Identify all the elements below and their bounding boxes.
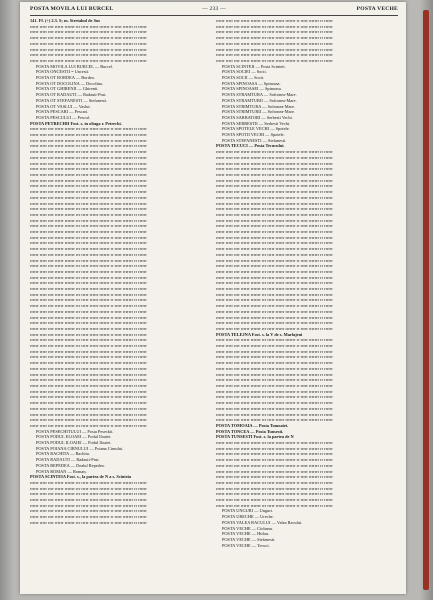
entry-text: rrrrrr rrrrr rrrr rrrrrr rrrrrrr rrr rrrrr rrrrrr rrrrrrr rr rrrrr rrrrrrr rr rrrrrr (30, 405, 147, 411)
entry-text: rrrrrr rrrrr rrrr rrrrrr rrrrrrr rrr rrrrr rrrrrr rrrrrrr rr rrrrr rrrrrrr rr rrrrrr (30, 40, 147, 46)
entry-text: rrrrrr rrrrr rrrr rrrrrr rrrrrrr rrr rrrrr rrrrrr rrrrrrr rr rrrrr rrrrrrr rr rrrrrr (216, 343, 333, 349)
index-entry: POSTA SCINTEII — Posta Scinteii. (222, 63, 286, 69)
entry-text: rrrrrr rrrrr rrrr rrrrrr rrrrrrr rrr rrrrr rrrrrr rrrrrrr rr rrrrr rrrrrrr rr rrrrrr (216, 383, 333, 388)
index-entry: POSTA SPOTELE VECHI — Spotele. (222, 126, 290, 132)
entry-heading: 141. Ff. (+) 2.3. S; m. Stretahul de Sus (30, 18, 101, 23)
entry-text: rrrrrr rrrrr rrrr rrrrrr rrrrrrr rrr rrrrr rrrrrr rrrrrrr rr rrrrr rrrrrrr rr rrrrrr (30, 223, 147, 229)
entry-text: rrrrrr rrrrr rrrr rrrrrr rrrrrrr rrr rrrrr rrrrrr rrrrrrr rr rrrrr rrrrrrr rr rrrrrr (30, 171, 147, 177)
entry-text: rrrrrr rrrrr rrrr rrrrrr rrrrrrr rrr rrrrr rrrrrr rrrrrrr rr rrrrr rrrrrrr rr rrrrrr (216, 183, 333, 189)
entry-text: rrrrrr rrrrr rrrr rrrrrr rrrrrrr rrr rrrrr rrrrrr rrrrrrr rr rrrrr rrrrrrr rr rrrrrr (216, 417, 333, 423)
entry-text: rrrrrr rrrrr rrrr rrrrrr rrrrrrr rrr rrrrr rrrrrr rrrrrrr rr rrrrr rrrrrrr rr rrrrrr (216, 474, 333, 480)
index-entry: POSTA ONCESTII = Uncesti. (36, 69, 90, 75)
entry-text: rrrrrr rrrrr rrrr rrrrrr rrrrrrr rrr rrrrr rrrrrr rrrrrrr rr rrrrr rrrrrrr rr rrrrrr (30, 194, 147, 200)
entry-text: rrrrrr rrrrr rrrr rrrrrr rrrrrrr rrr rrrrr rrrrrr rrrrrrr rr rrrrr rrrrrrr rr rrrrrr (30, 240, 147, 246)
index-entry: POSTA SPOTII VECHI — Spotele. (222, 132, 285, 138)
index-entry: POSTA SERBESTII — Serbesti Vechi. (222, 120, 291, 126)
entry-text: rrrrrr rrrrr rrrr rrrrrr rrrrrrr rrr rrrrr rrrrrr rrrrrrr rr rrrrr rrrrrrr rr rrrrrr (30, 422, 147, 428)
header-left-title: POSTA MOVILA LUI BURCEL (30, 6, 114, 12)
entry-text: rrrrrr rrrrr rrrr rrrrrr rrrrrrr rrr rrrrr rrrrrr rrrrrrr rr rrrrr rrrrrrr rr rrrrrr (216, 234, 333, 240)
entry-text: rrrrrr rrrrr rrrr rrrrrr rrrrrrr rrr rrrrr rrrrrr rrrrrrr rr rrrrr rrrrrrr rr rrrrrr (30, 360, 147, 366)
index-entry: POSTA VECHE — Stefanesti. (222, 536, 276, 542)
index-entry: POSTA PESECHITULUI — Posta Peseckit. (36, 428, 114, 434)
entry-text: rrrrrr rrrrr rrrr rrrrrr rrrrrrr rrr rrrrr rrrrrr rrrrrrr rr rrrrr rrrrrrr rr rrrrrr (216, 354, 333, 360)
entry-text: rrrrrr rrrrr rrrr rrrrrr rrrrrrr rrr rrrrr rrrrrr rrrrrrr rr rrrrr rrrrrrr rr rrrrrr (216, 479, 333, 485)
index-entry: POSTA SPINOASEI — Spinoasa. (222, 86, 282, 92)
index-entry: POSTA MOVILA LUI BURCEL — Burcel. (36, 63, 113, 69)
entry-text: rrrrrr rrrrr rrrr rrrrrr rrrrrrr rrr rrrrr rrrrrr rrrrrrr rr rrrrr rrrrrrr rr rrrrrr (216, 491, 333, 497)
entry-heading: POSTA SCINTEIA Fost. s., la partea de N a s. Scinteia (30, 474, 132, 480)
entry-text: rrrrrr rrrrr rrrr rrrrrr rrrrrrr rrr rrrrr rrrrrr rrrrrrr rr rrrrr rrrrrrr rr rrrrrr (216, 371, 333, 377)
entry-text: rrrrrr rrrrr rrrr rrrrrr rrrrrrr rrr rrrrr rrrrrr rrrrrrr rr rrrrr rrrrrrr rr rrrrrr (30, 149, 147, 155)
entry-text: rrrrrr rrrrr rrrr rrrrrr rrrrrrr rrr rrrrr rrrrrr rrrrrrr rr rrrrr rrrrrrr rr rrrrrr (30, 166, 147, 172)
index-entry: POSTA OT BORDEA — Bordea. (36, 75, 95, 81)
entry-text: rrrrrr rrrrr rrrr rrrrrr rrrrrrr rrr rrrrr rrrrrr rrrrrrr rr rrrrr rrrrrrr rr rrrrrr (30, 291, 147, 297)
entry-text: rrrrrr rrrrr rrrr rrrrrr rrrrrrr rrr rrrrr rrrrrr rrrrrrr rr rrrrr rrrrrrr rr rrrrrr (216, 246, 333, 252)
entry-text: rrrrrr rrrrr rrrr rrrrrr rrrrrrr rrr rrrrr rrrrrr rrrrrrr rr rrrrr rrrrrrr rr rrrrrr (30, 303, 147, 309)
entry-text: rrrrrr rrrrr rrrr rrrrrr rrrrrrr rrr rrrrr rrrrrr rrrrrrr rr rrrrr rrrrrrr rr rrrrrr (30, 497, 147, 503)
entry-text: rrrrrr rrrrr rrrr rrrrrr rrrrrrr rrr rrrrr rrrrrr rrrrrrr rr rrrrr rrrrrrr rr rrrrrr (30, 137, 147, 143)
index-entry: POSTA SOCII — Socii. (222, 75, 265, 81)
entry-text: rrrrrr rrrrr rrrr rrrrrr rrrrrrr rrr rrrrr rrrrrr rrrrrrr rr rrrrr rrrrrrr rr rrrrrr (216, 445, 333, 451)
entry-text: rrrrrr rrrrr rrrr rrrrrr rrrrrrr rrr rrrrr rrrrrr rrrrrrr rr rrrrr rrrrrrr rr rrrrrr (30, 160, 147, 166)
entry-text: rrrrrr rrrrr rrrr rrrrrr rrrrrrr rrr rrrrr rrrrrr rrrrrrr rr rrrrr rrrrrrr rr rrrrrr (216, 485, 333, 491)
index-entry: POSTA STRAMTURII — Sofronea-Mare. (222, 97, 297, 103)
entry-text: rrrrrr rrrrr rrrr rrrrrr rrrrrrr rrr rrrrr rrrrrr rrrrrrr rr rrrrr rrrrrrr rr rrrrrr (30, 508, 147, 514)
entry-text: rrrrrr rrrrr rrrr rrrrrr rrrrrrr rrr rrrrr rrrrrr rrrrrrr rr rrrrr rrrrrrr rr rrrrrr (216, 308, 333, 314)
index-entry: POSTA OT DOCOLINA — Docolina. (36, 80, 104, 86)
entry-text: rrrrrr rrrrr rrrr rrrrrr rrrrrrr rrr rrrrr rrrrrr rrrrrrr rr rrrrr rrrrrrr rr rrrrrr (216, 462, 333, 468)
index-entry: POSTA PESCULUI — Pescul. (36, 114, 90, 120)
index-entry: POSTA VECHE — Hirlau. (222, 531, 270, 537)
entry-text: rrrrrr rrrrr rrrr rrrrrr rrrrrrr rrr rrrrr rrrrrr rrrrrrr rr rrrrr rrrrrrr rr rrrrrr (216, 365, 333, 371)
entry-heading: POSTA TELEJNA Fost. s. la V de s. Marlajeni (216, 331, 303, 337)
entry-text: rrrrrr rrrrr rrrr rrrrrr rrrrrrr rrr rrrrr rrrrrr rrrrrrr rr rrrrr rrrrrrr rr rrrrrr (216, 149, 333, 155)
entry-text: rrrrrr rrrrr rrrr rrrrrr rrrrrrr rrr rrrrr rrrrrr rrrrrrr rr rrrrr rrrrrrr rr rrrrrr (216, 18, 333, 23)
entry-text: rrrrrr rrrrr rrrr rrrrrr rrrrrrr rrr rrrrr rrrrrr rrrrrrr rr rrrrr rrrrrrr rr rrrrrr (216, 377, 333, 383)
entry-text: rrrrrr rrrrr rrrr rrrrrr rrrrrrr rrr rrrrr rrrrrr rrrrrrr rr rrrrr rrrrrrr rr rrrrrr (30, 234, 147, 240)
index-entry: POSTA UNGURI — Unguri. (222, 508, 274, 514)
right-text-column (216, 18, 396, 586)
entry-text: rrrrrr rrrrr rrrr rrrrrr rrrrrrr rrr rrrrr rrrrrr rrrrrrr rr rrrrr rrrrrrr rr rrrrrr (216, 440, 333, 446)
header-right-title: POSTA VECHE (356, 6, 398, 12)
entry-text: rrrrrr rrrrr rrrr rrrrrr rrrrrrr rrr rrrrr rrrrrr rrrrrrr rr rrrrr rrrrrrr rr rrrrrr (30, 200, 147, 206)
index-entry: POSTA SPINOASA — Spinoasa. (222, 80, 281, 86)
entry-text: rrrrrr rrrrr rrrr rrrrrr rrrrrrr rrr rrrrr rrrrrr rrrrrrr rr rrrrr rrrrrrr rr rrrrrr (216, 23, 333, 29)
entry-text: rrrrrr rrrrr rrrr rrrrrr rrrrrrr rrr rrrrr rrrrrr rrrrrrr rr rrrrr rrrrrrr rr rrrrrr (30, 177, 147, 183)
entry-text: rrrrrr rrrrr rrrr rrrrrr rrrrrrr rrr rrrrr rrrrrr rrrrrrr rr rrrrr rrrrrrr rr rrrrrr (216, 274, 333, 280)
entry-text: rrrrrr rrrrr rrrr rrrrrr rrrrrrr rrr rrrrr rrrrrr rrrrrrr rr rrrrr rrrrrrr rr rrrrrr (216, 297, 333, 303)
entry-text: rrrrrr rrrrr rrrr rrrrrr rrrrrrr rrr rrrrr rrrrrr rrrrrrr rr rrrrr rrrrrrr rr rrrrrr (30, 57, 147, 63)
left-text-column (30, 18, 210, 586)
entry-text: rrrrrr rrrrr rrrr rrrrrr rrrrrrr rrr rrrrr rrrrrr rrrrrrr rr rrrrr rrrrrrr rr rrrrrr (30, 519, 147, 525)
index-entry: POSTA OT VASLUI — Vaslui. (36, 103, 91, 109)
book-page (20, 2, 406, 594)
entry-text: rrrrrr rrrrr rrrr rrrrrr rrrrrrr rrr rrrrr rrrrrr rrrrrrr rr rrrrr rrrrrrr rr rrrrrr (30, 246, 147, 252)
entry-text: rrrrrr rrrrr rrrr rrrrrr rrrrrrr rrr rrrrr rrrrrr rrrrrrr rr rrrrr rrrrrrr rr rrrrrr (30, 371, 147, 377)
entry-text: rrrrrr rrrrr rrrr rrrrrr rrrrrrr rrr rrrrr rrrrrr rrrrrrr rr rrrrr rrrrrrr rr rrrrrr (216, 337, 333, 343)
index-entry: POSTA ROMAN — Roman. (36, 468, 87, 474)
index-entry: POSTA VECHE — Ciobanu. (222, 525, 273, 531)
index-entry: POSTA URECHE — Ureche. (222, 514, 274, 520)
entry-text: rrrrrr rrrrr rrrr rrrrrr rrrrrrr rrr rrrrr rrrrrr rrrrrrr rr rrrrr rrrrrrr rr rrrrrr (216, 360, 333, 366)
index-entry: POSTA POIANA CIRNULUI — Poiana Cirnului. (36, 445, 124, 451)
entry-text: rrrrrr rrrrr rrrr rrrrrr rrrrrrr rrr rrrrr rrrrrr rrrrrrr rr rrrrr rrrrrrr rr rrrrrr (216, 468, 333, 474)
entry-text: rrrrrr rrrrr rrrr rrrrrr rrrrrrr rrr rrrrr rrrrrr rrrrrrr rr rrrrr rrrrrrr rr rrrrrr (30, 206, 147, 212)
index-entry: POSTA PODUL ILOAIEI — Podul Iloaiei. (36, 440, 112, 446)
entry-text: rrrrrr rrrrr rrrr rrrrrr rrrrrrr rrr rrrrr rrrrrr rrrrrrr rr rrrrr rrrrrrr rr rrrrrr (30, 485, 147, 491)
index-entry: POSTA RACHITA — Rachita. (36, 451, 90, 457)
entry-text: rrrrrr rrrrr rrrr rrrrrr rrrrrrr rrr rrrrr rrrrrr rrrrrrr rr rrrrr rrrrrrr rr rrrrrr (216, 29, 333, 35)
entry-text: rrrrrr rrrrr rrrr rrrrrr rrrrrrr rrr rrrrr rrrrrr rrrrrrr rr rrrrr rrrrrrr rr rrrrrr (216, 160, 333, 166)
page-number: — 233 — (202, 6, 226, 12)
entry-text: rrrrrr rrrrr rrrr rrrrrr rrrrrrr rrr rrrrr rrrrrr rrrrrrr rr rrrrr rrrrrrr rr rrrrrr (216, 251, 333, 257)
entry-heading: POSTA PETRECHII Fost. s. in oltaga r. Petrechi. (30, 120, 122, 126)
entry-text: rrrrrr rrrrr rrrr rrrrrr rrrrrrr rrr rrrrr rrrrrr rrrrrrr rr rrrrr rrrrrrr rr rrrrrr (30, 314, 147, 320)
entry-text: rrrrrr rrrrr rrrr rrrrrr rrrrrrr rrr rrrrr rrrrrr rrrrrrr rr rrrrr rrrrrrr rr rrrrrr (216, 291, 333, 297)
entry-text: rrrrrr rrrrr rrrr rrrrrr rrrrrrr rrr rrrrr rrrrrr rrrrrrr rr rrrrr rrrrrrr rr rrrrrr (216, 411, 333, 417)
entry-text: rrrrrr rrrrr rrrr rrrrrr rrrrrrr rrr rrrrr rrrrrr rrrrrrr rr rrrrr rrrrrrr rr rrrrrr (30, 348, 147, 354)
entry-text: rrrrrr rrrrr rrrr rrrrrr rrrrrrr rrr rrrrr rrrrrr rrrrrrr rr rrrrr rrrrrrr rr rrrrrr (216, 457, 333, 463)
entry-text: rrrrrr rrrrr rrrr rrrrrr rrrrrrr rrr rrrrr rrrrrr rrrrrrr rr rrrrr rrrrrrr rr rrrrrr (30, 274, 147, 280)
entry-text: rrrrrr rrrrr rrrr rrrrrr rrrrrrr rrr rrrrr rrrrrr rrrrrrr rr rrrrr rrrrrrr rr rrrrrr (30, 189, 147, 195)
entry-text: rrrrrr rrrrr rrrr rrrrrr rrrrrrr rrr rrrrr rrrrrr rrrrrrr rr rrrrr rrrrrrr rr rrrrrr (30, 29, 147, 35)
index-entry: POSTA VECHE — Tecuci. (222, 542, 270, 548)
entry-heading: POSTA TOMOAIA — Posta Tomoaiei. (216, 422, 289, 428)
entry-text: rrrrrr rrrrr rrrr rrrrrr rrrrrrr rrr rrrrr rrrrrr rrrrrrr rr rrrrr rrrrrrr rr rrrrrr (30, 343, 147, 349)
index-entry: POSTA REPEDEA — Dealul Repedea. (36, 462, 105, 468)
entry-text: rrrrrr rrrrr rrrr rrrrrr rrrrrrr rrr rrrrr rrrrrr rrrrrrr rr rrrrr rrrrrrr rr rrrrrr (30, 491, 147, 497)
entry-text: rrrrrr rrrrr rrrr rrrrrr rrrrrrr rrr rrrrr rrrrrr rrrrrrr rr rrrrr rrrrrrr rr rrrrrr (30, 229, 147, 235)
entry-text: rrrrrr rrrrr rrrr rrrrrr rrrrrrr rrr rrrrr rrrrrr rrrrrrr rr rrrrr rrrrrrr rr rrrrrr (30, 23, 147, 29)
entry-text: rrrrrr rrrrr rrrr rrrrrr rrrrrrr rrr rrrrr rrrrrr rrrrrrr rr rrrrr rrrrrrr rr rrrrrr (30, 286, 147, 292)
entry-text: rrrrrr rrrrr rrrr rrrrrr rrrrrrr rrr rrrrr rrrrrr rrrrrrr rr rrrrr rrrrrrr rr rrrrrr (216, 320, 333, 326)
entry-text: rrrrrr rrrrr rrrr rrrrrr rrrrrrr rrr rrrrr rrrrrr rrrrrrr rr rrrrr rrrrrrr rr rrrrrr (216, 217, 333, 223)
entry-text: rrrrrr rrrrr rrrr rrrrrr rrrrrrr rrr rrrrr rrrrrr rrrrrrr rr rrrrr rrrrrrr rr rrrrrr (30, 280, 147, 286)
entry-text: rrrrrr rrrrr rrrr rrrrrr rrrrrrr rrr rrrrr rrrrrr rrrrrrr rr rrrrr rrrrrrr rr rrrrrr (216, 303, 333, 309)
entry-text: rrrrrr rrrrr rrrr rrrrrr rrrrrrr rrr rrrrr rrrrrr rrrrrrr rr rrrrr rrrrrrr rr rrrrrr (30, 325, 147, 331)
entry-text: rrrrrr rrrrr rrrr rrrrrr rrrrrrr rrr rrrrr rrrrrr rrrrrrr rr rrrrr rrrrrrr rr rrrrrr (30, 263, 147, 269)
entry-text: rrrrrr rrrrr rrrr rrrrrr rrrrrrr rrr rrrrr rrrrrr rrrrrrr rr rrrrr rrrrrrr rr rrrrrr (30, 365, 147, 371)
entry-text: rrrrrr rrrrr rrrr rrrrrr rrrrrrr rrr rrrrr rrrrrr rrrrrrr rr rrrrr rrrrrrr rr rrrrrr (216, 502, 333, 508)
entry-text: rrrrrr rrrrr rrrr rrrrrr rrrrrrr rrr rrrrr rrrrrr rrrrrrr rr rrrrr rrrrrrr rr rrrrrr (30, 411, 147, 417)
entry-text: rrrrrr rrrrr rrrr rrrrrr rrrrrrr rrr rrrrr rrrrrr rrrrrrr rr rrrrr rrrrrrr rr rrrrrr (30, 217, 147, 223)
entry-heading: POSTA TONCEA — Posta Tunsesti. (216, 428, 284, 434)
index-entry: POSTA STRIMTURA — Sofronea-Mare. (222, 103, 296, 109)
entry-text: rrrrrr rrrrr rrrr rrrrrr rrrrrrr rrr rrrrr rrrrrr rrrrrrr rr rrrrr rrrrrrr rr rrrrrr (30, 126, 147, 132)
entry-text: rrrrrr rrrrr rrrr rrrrrr rrrrrrr rrr rrrrr rrrrrr rrrrrrr rr rrrrr rrrrrrr rr rrrrrr (30, 383, 147, 388)
entry-text: rrrrrr rrrrr rrrr rrrrrr rrrrrrr rrr rrrrr rrrrrr rrrrrrr rr rrrrr rrrrrrr rr rrrrrr (30, 308, 147, 314)
index-entry: POSTA STRAMTURA — Sofronea-Mare. (222, 92, 297, 98)
entry-text: rrrrrr rrrrr rrrr rrrrrr rrrrrrr rrr rrrrr rrrrrr rrrrrrr rr rrrrr rrrrrrr rr rrrrrr (30, 257, 147, 263)
entry-text: rrrrrr rrrrr rrrr rrrrrr rrrrrrr rrr rrrrr rrrrrr rrrrrrr rr rrrrr rrrrrrr rr rrrrrr (216, 154, 333, 160)
entry-text: rrrrrr rrrrr rrrr rrrrrr rrrrrrr rrr rrrrr rrrrrr rrrrrrr rr rrrrr rrrrrrr rr rrrrrr (216, 400, 333, 406)
entry-heading: POSTA TECUCI — Posta Tecucului. (216, 143, 285, 149)
entry-text: rrrrrr rrrrr rrrr rrrrrr rrrrrrr rrr rrrrr rrrrrr rrrrrrr rr rrrrr rrrrrrr rr rrrrrr (216, 263, 333, 269)
entry-text: rrrrrr rrrrr rrrr rrrrrr rrrrrrr rrr rrrrr rrrrrr rrrrrrr rr rrrrr rrrrrrr rr rrrrrr (216, 388, 333, 394)
entry-text: rrrrrr rrrrr rrrr rrrrrr rrrrrrr rrr rrrrr rrrrrr rrrrrrr rr rrrrr rrrrrrr rr rrrrrr (216, 497, 333, 503)
entry-text: rrrrrr rrrrr rrrr rrrrrr rrrrrrr rrr rrrrr rrrrrr rrrrrrr rr rrrrr rrrrrrr rr rrrrrr (216, 206, 333, 212)
entry-text: rrrrrr rrrrr rrrr rrrrrr rrrrrrr rrr rrrrr rrrrrr rrrrrrr rr rrrrr rrrrrrr rr rrrrrr (30, 514, 147, 520)
entry-text: rrrrrr rrrrr rrrr rrrrrr rrrrrrr rrr rrrrr rrrrrr rrrrrrr rr rrrrr rrrrrrr rr rrrrrr (216, 348, 333, 354)
header-rule (30, 15, 398, 16)
entry-text: rrrrrr rrrrr rrrr rrrrrr rrrrrrr rrr rrrrr rrrrrr rrrrrrr rr rrrrr rrrrrrr rr rrrrrr (30, 388, 147, 394)
entry-text: rrrrrr rrrrr rrrr rrrrrr rrrrrrr rrr rrrrr rrrrrr rrrrrrr rr rrrrr rrrrrrr rr rrrrrr (216, 52, 333, 58)
entry-heading: POSTA TUNSESTI Fost. s. la partea de N (216, 434, 294, 440)
entry-text: rrrrrr rrrrr rrrr rrrrrr rrrrrrr rrr rrrrr rrrrrr rrrrrrr rr rrrrr rrrrrrr rr rrrrrr (30, 479, 147, 485)
entry-text: rrrrrr rrrrr rrrr rrrrrr rrrrrrr rrr rrrrr rrrrrr rrrrrrr rr rrrrr rrrrrrr rr rrrrrr (30, 331, 147, 337)
entry-text: rrrrrr rrrrr rrrr rrrrrr rrrrrrr rrr rrrrr rrrrrr rrrrrrr rr rrrrr rrrrrrr rr rrrrrr (216, 325, 333, 331)
entry-text: rrrrrr rrrrr rrrr rrrrrr rrrrrrr rrr rrrrr rrrrrr rrrrrrr rr rrrrr rrrrrrr rr rrrrrr (30, 337, 147, 343)
entry-text: rrrrrr rrrrr rrrr rrrrrr rrrrrrr rrr rrrrr rrrrrr rrrrrrr rr rrrrr rrrrrrr rr rrrrrr (216, 35, 333, 41)
entry-text: rrrrrr rrrrr rrrr rrrrrr rrrrrrr rrr rrrrr rrrrrr rrrrrrr rr rrrrr rrrrrrr rr rrrrrr (216, 189, 333, 195)
entry-text: rrrrrr rrrrr rrrr rrrrrr rrrrrrr rrr rrrrr rrrrrr rrrrrrr rr rrrrr rrrrrrr rr rrrrrr (216, 451, 333, 457)
entry-text: rrrrrr rrrrr rrrr rrrrrr rrrrrrr rrr rrrrr rrrrrr rrrrrrr rr rrrrr rrrrrrr rr rrrrrr (216, 268, 333, 274)
index-entry: POSTA STEFANESTI — Stefanesti. (222, 137, 287, 143)
entry-text: rrrrrr rrrrr rrrr rrrrrr rrrrrrr rrr rrrrr rrrrrr rrrrrrr rr rrrrr rrrrrrr rr rrrrrr (30, 35, 147, 41)
entry-text: rrrrrr rrrrr rrrr rrrrrr rrrrrrr rrr rrrrr rrrrrr rrrrrrr rr rrrrr rrrrrrr rr rrrrrr (216, 200, 333, 206)
entry-text: rrrrrr rrrrr rrrr rrrrrr rrrrrrr rrr rrrrr rrrrrr rrrrrrr rr rrrrr rrrrrrr rr rrrrrr (216, 171, 333, 177)
index-entry: POSTA SARBATORI — Serbesti Vechi. (222, 114, 293, 120)
index-entry: POSTA PESCARI — Pescari. (36, 109, 89, 115)
entry-text: rrrrrr rrrrr rrrr rrrrrr rrrrrrr rrr rrrrr rrrrrr rrrrrrr rr rrrrr rrrrrrr rr rrrrrr (216, 394, 333, 400)
entry-text: rrrrrr rrrrr rrrr rrrrrr rrrrrrr rrr rrrrr rrrrrr rrrrrrr rr rrrrr rrrrrrr rr rrrrrr (30, 46, 147, 52)
book-spine-edge (423, 10, 429, 590)
entry-text: rrrrrr rrrrr rrrr rrrrrr rrrrrrr rrr rrrrr rrrrrr rrrrrrr rr rrrrr rrrrrrr rr rrrrrr (30, 183, 147, 189)
entry-text: rrrrrr rrrrr rrrr rrrrrr rrrrrrr rrr rrrrr rrrrrr rrrrrrr rr rrrrr rrrrrrr rr rrrrrr (216, 229, 333, 235)
entry-text: rrrrrr rrrrr rrrr rrrrrr rrrrrrr rrr rrrrr rrrrrr rrrrrrr rr rrrrr rrrrrrr rr rrrrrr (30, 154, 147, 160)
index-entry: POSTA PODUL ELOAEI — Podul Iloaiei. (36, 434, 112, 440)
entry-text: rrrrrr rrrrr rrrr rrrrrr rrrrrrr rrr rrrrr rrrrrr rrrrrrr rr rrrrr rrrrrrr rr rrrrrr (30, 354, 147, 360)
entry-text: rrrrrr rrrrr rrrr rrrrrr rrrrrrr rrr rrrrr rrrrrr rrrrrrr rr rrrrr rrrrrrr rr rrrrrr (216, 240, 333, 246)
entry-text: rrrrrr rrrrr rrrr rrrrrr rrrrrrr rrr rrrrr rrrrrr rrrrrrr rr rrrrr rrrrrrr rr rrrrrr (216, 286, 333, 292)
entry-text: rrrrrr rrrrr rrrr rrrrrr rrrrrrr rrr rrrrr rrrrrr rrrrrrr rr rrrrr rrrrrrr rr rrrrrr (216, 40, 333, 46)
index-entry: POSTA RADAUTI — Radauti-Prut. (36, 457, 100, 463)
entry-text: rrrrrr rrrrr rrrr rrrrrr rrrrrrr rrr rrrrr rrrrrr rrrrrrr rr rrrrr rrrrrrr rr rrrrrr (30, 417, 147, 423)
entry-text: rrrrrr rrrrr rrrr rrrrrr rrrrrrr rrr rrrrr rrrrrr rrrrrrr rr rrrrr rrrrrrr rr rrrrrr (216, 166, 333, 172)
entry-text: rrrrrr rrrrr rrrr rrrrrr rrrrrrr rrr rrrrr rrrrrr rrrrrrr rr rrrrr rrrrrrr rr rrrrrr (216, 211, 333, 217)
entry-text: rrrrrr rrrrr rrrr rrrrrr rrrrrrr rrr rrrrr rrrrrr rrrrrrr rr rrrrr rrrrrrr rr rrrrrr (216, 405, 333, 411)
entry-text: rrrrrr rrrrr rrrr rrrrrr rrrrrrr rrr rrrrr rrrrrr rrrrrrr rr rrrrr rrrrrrr rr rrrrrr (30, 268, 147, 274)
entry-text: rrrrrr rrrrr rrrr rrrrrr rrrrrrr rrr rrrrr rrrrrr rrrrrrr rr rrrrr rrrrrrr rr rrrrrr (30, 400, 147, 406)
index-entry: POSTA VALEA RACULUI — Valea Racului. (222, 519, 303, 525)
entry-text: rrrrrr rrrrr rrrr rrrrrr rrrrrrr rrr rrrrr rrrrrr rrrrrrr rr rrrrr rrrrrrr rr rrrrrr (216, 177, 333, 183)
entry-text: rrrrrr rrrrr rrrr rrrrrr rrrrrrr rrr rrrrr rrrrrr rrrrrrr rr rrrrr rrrrrrr rr rrrrrr (216, 280, 333, 286)
entry-text: rrrrrr rrrrr rrrr rrrrrr rrrrrrr rrr rrrrr rrrrrr rrrrrrr rr rrrrr rrrrrrr rr rrrrrr (30, 143, 147, 149)
index-entry: POSTA OT STEFANESTI — Stefanesti. (36, 97, 108, 103)
entry-text: rrrrrr rrrrr rrrr rrrrrr rrrrrrr rrr rrrrr rrrrrr rrrrrrr rr rrrrr rrrrrrr rr rrrrrr (30, 320, 147, 326)
entry-text: rrrrrr rrrrr rrrr rrrrrr rrrrrrr rrr rrrrr rrrrrr rrrrrrr rr rrrrr rrrrrrr rr rrrrrr (30, 132, 147, 138)
entry-text: rrrrrr rrrrr rrrr rrrrrr rrrrrrr rrr rrrrr rrrrrr rrrrrrr rr rrrrr rrrrrrr rr rrrrrr (30, 52, 147, 58)
entry-text: rrrrrr rrrrr rrrr rrrrrr rrrrrrr rrr rrrrr rrrrrr rrrrrrr rr rrrrr rrrrrrr rr rrrrrr (216, 314, 333, 320)
entry-text: rrrrrr rrrrr rrrr rrrrrr rrrrrrr rrr rrrrr rrrrrr rrrrrrr rr rrrrr rrrrrrr rr rrrrrr (30, 377, 147, 383)
index-entry: POSTA OT GHIRENII — Ghirenii. (36, 86, 99, 92)
entry-text: rrrrrr rrrrr rrrr rrrrrr rrrrrrr rrr rrrrr rrrrrr rrrrrrr rr rrrrr rrrrrrr rr rrrrrr (216, 57, 333, 63)
entry-text: rrrrrr rrrrr rrrr rrrrrr rrrrrrr rrr rrrrr rrrrrr rrrrrrr rr rrrrr rrrrrrr rr rrrrrr (30, 394, 147, 400)
entry-text: rrrrrr rrrrr rrrr rrrrrr rrrrrrr rrr rrrrr rrrrrr rrrrrrr rr rrrrr rrrrrrr rr rrrrrr (216, 46, 333, 52)
entry-text: rrrrrr rrrrr rrrr rrrrrr rrrrrrr rrr rrrrr rrrrrr rrrrrrr rr rrrrr rrrrrrr rr rrrrrr (30, 502, 147, 508)
index-entry: POSTA OT RADAUTI — Radauti-Prut. (36, 92, 107, 98)
entry-text: rrrrrr rrrrr rrrr rrrrrr rrrrrrr rrr rrrrr rrrrrr rrrrrrr rr rrrrr rrrrrrr rr rrrrrr (216, 223, 333, 229)
entry-text: rrrrrr rrrrr rrrr rrrrrr rrrrrrr rrr rrrrr rrrrrr rrrrrrr rr rrrrr rrrrrrr rr rrrrrr (30, 211, 147, 217)
index-entry: POSTA SOCIEI — Socii. (222, 69, 267, 75)
index-entry: POSTA STRIMTURII — Sofronea-Mare. (222, 109, 296, 115)
entry-text: rrrrrr rrrrr rrrr rrrrrr rrrrrrr rrr rrrrr rrrrrr rrrrrrr rr rrrrr rrrrrrr rr rrrrrr (30, 297, 147, 303)
entry-text: rrrrrr rrrrr rrrr rrrrrr rrrrrrr rrr rrrrr rrrrrr rrrrrrr rr rrrrr rrrrrrr rr rrrrrr (216, 257, 333, 263)
entry-text: rrrrrr rrrrr rrrr rrrrrr rrrrrrr rrr rrrrr rrrrrr rrrrrrr rr rrrrr rrrrrrr rr rrrrrr (216, 194, 333, 200)
entry-text: rrrrrr rrrrr rrrr rrrrrr rrrrrrr rrr rrrrr rrrrrr rrrrrrr rr rrrrr rrrrrrr rr rrrrrr (30, 251, 147, 257)
